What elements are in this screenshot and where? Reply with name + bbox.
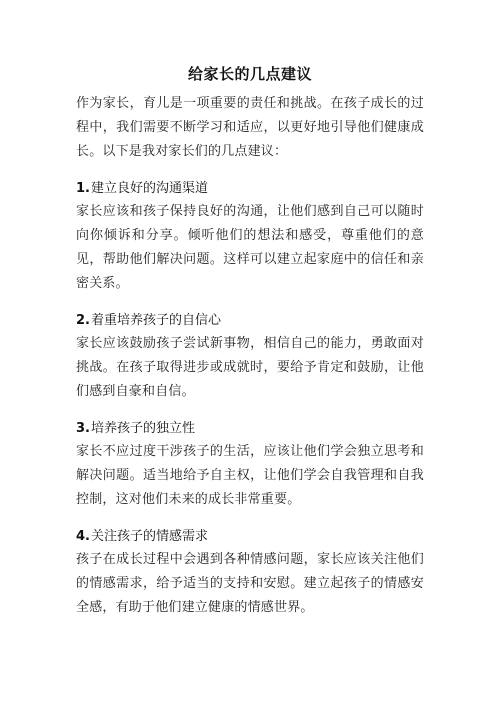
- intro-paragraph: 作为家长，育儿是一项重要的责任和挑战。在孩子成长的过程中，我们需要不断学习和适应，以更好地引导他们健康成长。以下是我对家长们的几点建议：: [76, 96, 424, 159]
- section-confidence: [76, 310, 424, 404]
- section-number: 3.: [76, 421, 90, 436]
- section-body: 家长不应过度干涉孩子的生活，应该让他们学会独立思考和解决问题。适当地给予自主权，让他们学会自我管理和自我控制，这对他们未来的成长非常重要。: [76, 444, 424, 507]
- section-heading-text: 建立良好的沟通渠道: [90, 181, 208, 196]
- section-heading: [76, 178, 424, 200]
- section-heading: [76, 418, 424, 440]
- section-number: 1.: [76, 181, 90, 196]
- section-communication: [76, 178, 424, 296]
- section-emotional-needs: [76, 526, 424, 620]
- section-body: 家长应该和孩子保持良好的沟通，让他们感到自己可以随时向你倾诉和分享。倾听他们的想法和感受，尊重他们的意见，帮助他们解决问题。这样可以建立起家庭中的信任和亲密关系。: [76, 204, 424, 291]
- section-number: 2.: [76, 313, 90, 328]
- section-heading-text: 关注孩子的情感需求: [90, 529, 208, 544]
- section-independence: [76, 418, 424, 512]
- section-heading: [76, 526, 424, 548]
- section-heading-text: 培养孩子的独立性: [90, 421, 195, 436]
- section-number: 4.: [76, 529, 90, 544]
- section-heading-text: 着重培养孩子的自信心: [90, 313, 221, 328]
- section-heading: [76, 310, 424, 332]
- document-title: 给家长的几点建议: [187, 65, 312, 83]
- section-body: 孩子在成长过程中会遇到各种情感问题，家长应该关注他们的情感需求，给予适当的支持和安慰。建立起孩子的情感安全感，有助于他们建立健康的情感世界。: [76, 552, 424, 615]
- section-body: 家长应该鼓励孩子尝试新事物，相信自己的能力，勇敢面对挑战。在孩子取得进步或成就时，要给予肯定和鼓励，让他们感到自豪和自信。: [76, 336, 424, 399]
